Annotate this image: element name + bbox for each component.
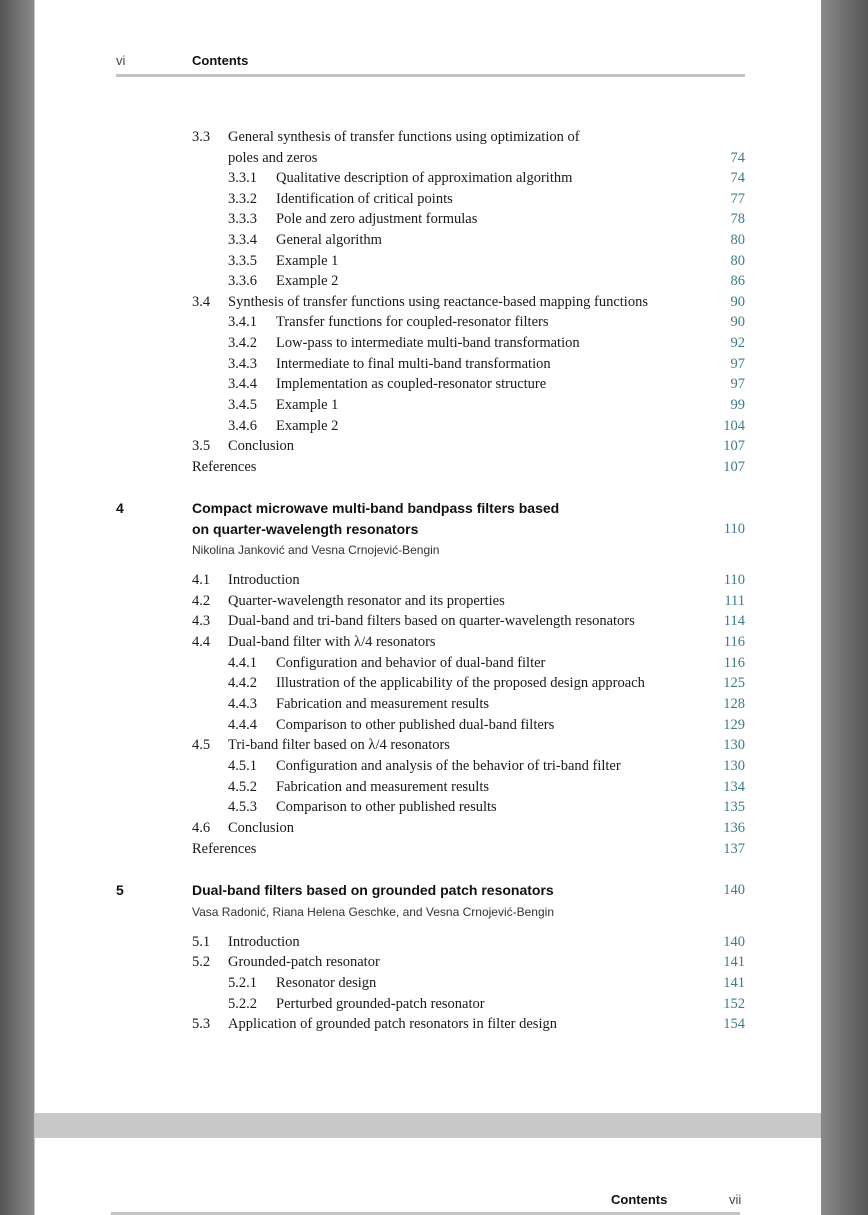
toc-section-title: Configuration and behavior of dual-band filter bbox=[276, 655, 546, 671]
toc-section-number: 4.6 bbox=[192, 820, 211, 836]
chapter-authors: Vasa Radonić, Riana Helena Geschke, and Vesna Crnojević-Bengin bbox=[192, 905, 554, 919]
toc-page-number: 134 bbox=[723, 779, 745, 795]
toc-entry[interactable] bbox=[192, 333, 868, 353]
toc-section-number: 4.3 bbox=[192, 613, 211, 629]
toc-entry[interactable] bbox=[192, 673, 868, 693]
toc-entry[interactable] bbox=[192, 611, 868, 631]
toc-entry[interactable] bbox=[192, 271, 868, 291]
toc-page-number: 90 bbox=[730, 314, 745, 330]
toc-section-number: 4.5.1 bbox=[228, 758, 257, 774]
next-document-page bbox=[35, 1138, 821, 1215]
toc-entry[interactable] bbox=[192, 694, 868, 714]
chapter-title: on quarter-wavelength resonators bbox=[192, 521, 419, 537]
toc-page-number: 140 bbox=[723, 934, 745, 950]
toc-entry[interactable] bbox=[192, 292, 868, 312]
toc-section-title: Quarter-wavelength resonator and its properties bbox=[228, 593, 505, 609]
toc-section-title: Comparison to other published results bbox=[276, 799, 497, 815]
toc-entry[interactable] bbox=[192, 839, 868, 859]
toc-entry[interactable] bbox=[192, 148, 868, 168]
toc-section-number: 3.3.1 bbox=[228, 170, 257, 186]
toc-section-number: 3.4.2 bbox=[228, 335, 257, 351]
toc-page-number: 110 bbox=[723, 521, 745, 537]
toc-section-title: Intermediate to final multi-band transformation bbox=[276, 356, 551, 372]
toc-entry[interactable] bbox=[192, 127, 868, 147]
toc-section-number: 3.5 bbox=[192, 438, 211, 454]
toc-section-title: Introduction bbox=[228, 572, 300, 588]
toc-page-number: 110 bbox=[723, 572, 745, 588]
toc-entry[interactable] bbox=[192, 952, 868, 972]
toc-entry[interactable] bbox=[192, 395, 868, 415]
toc-entry[interactable] bbox=[192, 457, 868, 477]
toc-page-number: 130 bbox=[723, 758, 745, 774]
toc-page-number: 97 bbox=[730, 376, 745, 392]
toc-page-number: 128 bbox=[723, 696, 745, 712]
toc-section-number: 5.2.2 bbox=[228, 996, 257, 1012]
toc-entry[interactable] bbox=[192, 756, 868, 776]
toc-section-title: Resonator design bbox=[276, 975, 377, 991]
toc-section-title: poles and zeros bbox=[228, 150, 318, 166]
toc-page-number: 97 bbox=[730, 356, 745, 372]
next-page-header-number: vii bbox=[729, 1192, 742, 1207]
toc-page-number: 141 bbox=[723, 975, 745, 991]
toc-section-title: Fabrication and measurement results bbox=[276, 696, 490, 712]
toc-entry[interactable] bbox=[192, 251, 868, 271]
next-page-header-title: Contents bbox=[611, 1192, 668, 1207]
toc-section-title: Example 1 bbox=[276, 397, 339, 413]
chapter-number: 4 bbox=[116, 500, 124, 516]
toc-section-title: Application of grounded patch resonators in filter design bbox=[228, 1016, 557, 1032]
toc-section-number: 4.4.2 bbox=[228, 675, 257, 691]
toc-page-number: 74 bbox=[730, 170, 745, 186]
toc-page-number: 125 bbox=[723, 675, 745, 691]
toc-section-number: 4.2 bbox=[192, 593, 211, 609]
header-rule bbox=[116, 74, 745, 77]
toc-section-title: Dual-band filter with λ/4 resonators bbox=[228, 634, 436, 650]
toc-section-title: Configuration and analysis of the behavior of tri-band filter bbox=[276, 758, 621, 774]
toc-page-number: 77 bbox=[730, 191, 745, 207]
toc-entry[interactable] bbox=[192, 312, 868, 332]
toc-section-number: 5.1 bbox=[192, 934, 211, 950]
toc-section-title: Conclusion bbox=[228, 438, 295, 454]
toc-section-number: 3.4.5 bbox=[228, 397, 257, 413]
toc-entry[interactable] bbox=[192, 777, 868, 797]
toc-section-title: Qualitative description of approximation algorithm bbox=[276, 170, 573, 186]
toc-page-number: 116 bbox=[723, 634, 745, 650]
toc-entry[interactable] bbox=[192, 994, 868, 1014]
toc-section-title: Transfer functions for coupled-resonator filters bbox=[276, 314, 549, 330]
toc-entry[interactable] bbox=[192, 436, 868, 456]
toc-entry[interactable] bbox=[192, 715, 868, 735]
toc-section-number: 3.4.3 bbox=[228, 356, 257, 372]
toc-page-number: 92 bbox=[730, 335, 745, 351]
toc-section-title: Synthesis of transfer functions using reactance-based mapping functions bbox=[228, 294, 648, 310]
header-title: Contents bbox=[192, 53, 249, 68]
toc-section-title: Example 2 bbox=[276, 418, 339, 434]
chapter-title: Compact microwave multi-band bandpass filters based bbox=[192, 500, 560, 516]
toc-section-number: 5.3 bbox=[192, 1016, 211, 1032]
toc-entry[interactable] bbox=[192, 932, 868, 952]
toc-section-title: Conclusion bbox=[228, 820, 295, 836]
toc-page-number: 135 bbox=[723, 799, 745, 815]
chapter-title: Dual-band filters based on grounded patch resonators bbox=[192, 882, 554, 898]
toc-page-number: 114 bbox=[723, 613, 745, 629]
toc-section-number: 4.5 bbox=[192, 737, 211, 753]
toc-section-number: 3.4.1 bbox=[228, 314, 257, 330]
toc-page-number: 136 bbox=[723, 820, 745, 836]
toc-section-title: References bbox=[192, 459, 257, 475]
toc-entry[interactable] bbox=[192, 189, 868, 209]
toc-entry[interactable] bbox=[192, 354, 868, 374]
toc-page-number: 130 bbox=[723, 737, 745, 753]
toc-section-title: General algorithm bbox=[276, 232, 382, 248]
toc-page-number: 116 bbox=[723, 655, 745, 671]
toc-section-title: Perturbed grounded-patch resonator bbox=[276, 996, 485, 1012]
toc-section-title: Comparison to other published dual-band filters bbox=[276, 717, 555, 733]
toc-section-title: Tri-band filter based on λ/4 resonators bbox=[228, 737, 450, 753]
toc-section-title: General synthesis of transfer functions using optimization of bbox=[228, 129, 580, 145]
toc-entry[interactable] bbox=[192, 973, 868, 993]
toc-section-number: 4.4.1 bbox=[228, 655, 257, 671]
toc-page-number: 99 bbox=[730, 397, 745, 413]
toc-section-number: 3.3.6 bbox=[228, 273, 257, 289]
toc-entry[interactable] bbox=[192, 168, 868, 188]
toc-section-title: Identification of critical points bbox=[276, 191, 453, 207]
toc-section-number: 4.4.4 bbox=[228, 717, 257, 733]
toc-page-number: 152 bbox=[723, 996, 745, 1012]
toc-section-title: Grounded-patch resonator bbox=[228, 954, 380, 970]
toc-section-number: 4.5.2 bbox=[228, 779, 257, 795]
toc-section-title: Example 1 bbox=[276, 253, 339, 269]
toc-section-title: Implementation as coupled-resonator structure bbox=[276, 376, 547, 392]
toc-page-number: 137 bbox=[723, 841, 745, 857]
toc-section-number: 5.2 bbox=[192, 954, 211, 970]
toc-section-number: 3.3.3 bbox=[228, 211, 257, 227]
toc-section-title: Introduction bbox=[228, 934, 300, 950]
toc-section-title: Pole and zero adjustment formulas bbox=[276, 211, 478, 227]
toc-page-number: 74 bbox=[730, 150, 745, 166]
toc-page-number: 78 bbox=[730, 211, 745, 227]
toc-section-title: Fabrication and measurement results bbox=[276, 779, 490, 795]
toc-section-title: Low-pass to intermediate multi-band transformation bbox=[276, 335, 580, 351]
chapter-number: 5 bbox=[116, 882, 124, 898]
toc-section-number: 5.2.1 bbox=[228, 975, 257, 991]
toc-page-number: 104 bbox=[723, 418, 745, 434]
toc-entry[interactable] bbox=[192, 416, 868, 436]
toc-section-number: 4.4 bbox=[192, 634, 211, 650]
chapter-authors: Nikolina Janković and Vesna Crnojević-Bengin bbox=[192, 543, 440, 557]
toc-page-number: 90 bbox=[730, 294, 745, 310]
toc-entry[interactable] bbox=[192, 230, 868, 250]
toc-entry[interactable] bbox=[192, 1014, 868, 1034]
toc-entry[interactable] bbox=[192, 570, 868, 590]
toc-section-title: Example 2 bbox=[276, 273, 339, 289]
toc-page-number: 80 bbox=[730, 232, 745, 248]
toc-entry[interactable] bbox=[192, 209, 868, 229]
toc-entry[interactable] bbox=[192, 591, 868, 611]
toc-section-number: 3.3.5 bbox=[228, 253, 257, 269]
toc-page-number: 140 bbox=[723, 882, 745, 898]
toc-section-number: 4.5.3 bbox=[228, 799, 257, 815]
toc-page-number: 141 bbox=[723, 954, 745, 970]
toc-entry[interactable] bbox=[192, 797, 868, 817]
toc-entry[interactable] bbox=[192, 818, 868, 838]
toc-section-number: 4.1 bbox=[192, 572, 211, 588]
toc-page-number: 111 bbox=[724, 593, 745, 609]
toc-entry[interactable] bbox=[192, 632, 868, 652]
toc-entry[interactable] bbox=[192, 374, 868, 394]
toc-section-number: 3.3 bbox=[192, 129, 211, 145]
toc-page-number: 80 bbox=[730, 253, 745, 269]
toc-section-number: 3.4.4 bbox=[228, 376, 257, 392]
toc-section-title: Dual-band and tri-band filters based on quarter-wavelength resonators bbox=[228, 613, 635, 629]
toc-section-number: 3.3.2 bbox=[228, 191, 257, 207]
header-page-number: vi bbox=[116, 53, 126, 68]
toc-section-title: Illustration of the applicability of the proposed design approach bbox=[276, 675, 645, 691]
toc-section-number: 3.4 bbox=[192, 294, 211, 310]
toc-page-number: 129 bbox=[723, 717, 745, 733]
toc-section-number: 3.4.6 bbox=[228, 418, 257, 434]
toc-entry[interactable] bbox=[192, 653, 868, 673]
toc-section-number: 4.4.3 bbox=[228, 696, 257, 712]
toc-page-number: 154 bbox=[723, 1016, 745, 1032]
toc-entry[interactable] bbox=[192, 735, 868, 755]
document-page bbox=[35, 0, 821, 1113]
toc-page-number: 107 bbox=[723, 438, 745, 454]
toc-section-title: References bbox=[192, 841, 257, 857]
toc-section-number: 3.3.4 bbox=[228, 232, 257, 248]
toc-page-number: 86 bbox=[730, 273, 745, 289]
toc-page-number: 107 bbox=[723, 459, 745, 475]
